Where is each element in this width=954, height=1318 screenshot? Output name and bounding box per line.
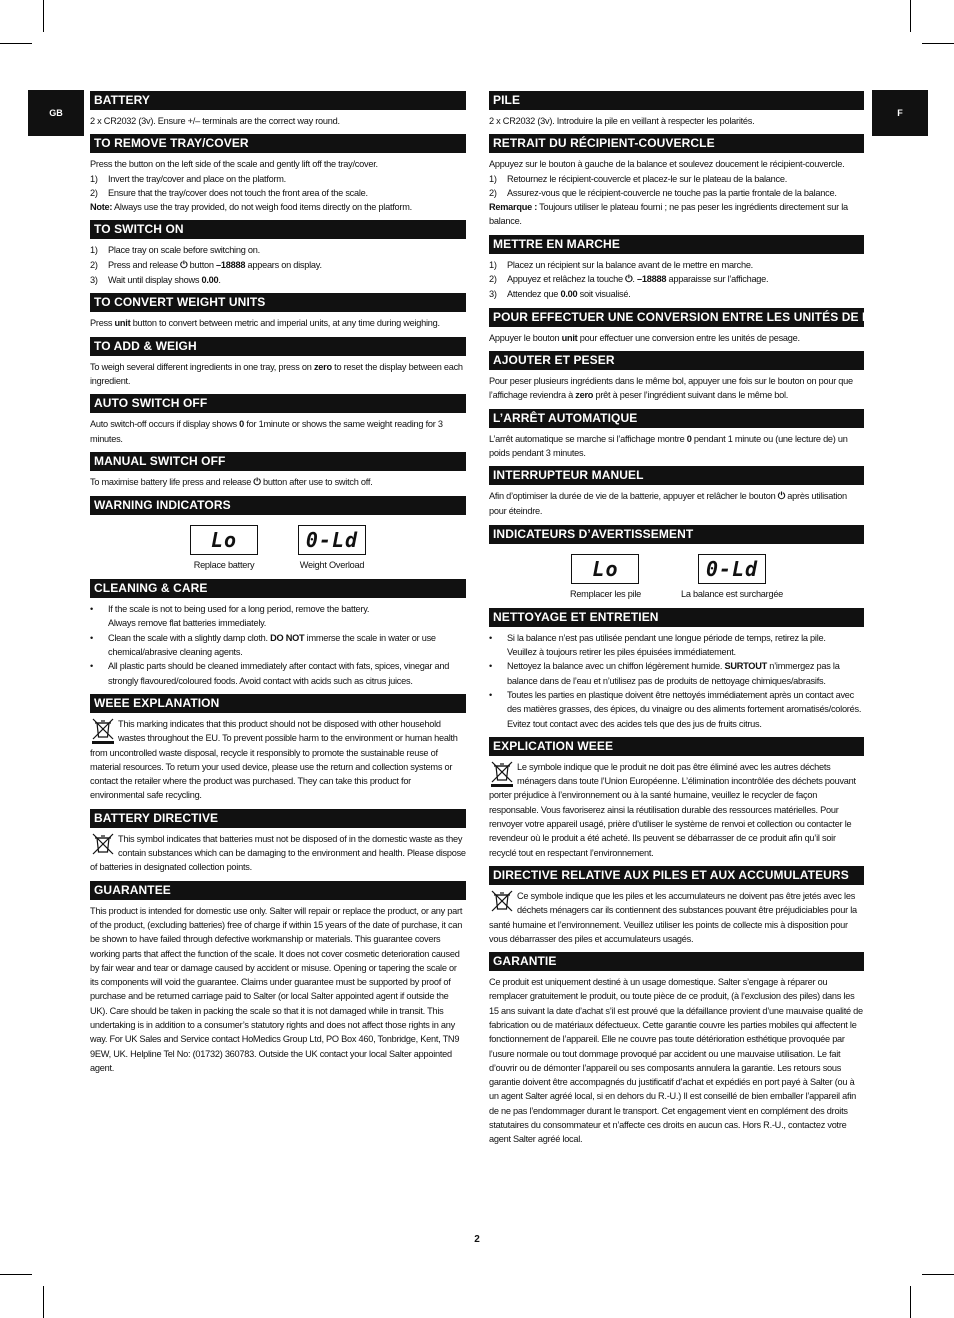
text-run: Attendez que xyxy=(507,289,561,300)
section-text: Press the button on the left side of the scale and gently lift off the tray/cover. xyxy=(90,159,378,170)
display-value: –18888 xyxy=(637,274,667,285)
overload-indicator xyxy=(681,554,783,600)
list-item xyxy=(90,602,466,631)
text-run: appears on display. xyxy=(245,259,322,270)
section-heading: NETTOYAGE ET ENTRETIEN xyxy=(489,608,864,627)
list-item xyxy=(489,659,864,688)
section-text: Ce symbole indique que les piles et les accumulateurs ne doivent pas être jetés avec les déchets ménagers car ils contiennent des substances pouvant être préjudiciables pour la santé humaine et l’environnement. Veuillez utiliser les points de collecte mis à disposition pour vous débarrasser des piles et accumulateurs usagés. xyxy=(489,890,857,944)
section-heading: TO CONVERT WEIGHT UNITS xyxy=(90,293,466,312)
bullet: • xyxy=(489,661,492,672)
power-icon: ⏻ xyxy=(253,476,261,488)
section-heading: PILE xyxy=(489,91,864,110)
language-tab-gb xyxy=(28,90,84,136)
text-run: button to convert between metric and imperial units, at any time during weighing. xyxy=(130,318,440,329)
text-run: for 1minute or shows the same weight reading for 3 minutes. xyxy=(90,419,443,444)
remove-tray-section xyxy=(90,134,466,214)
lcd-display: 0-Ld xyxy=(698,554,766,584)
display-value: 0.00 xyxy=(560,289,578,300)
list-item xyxy=(90,631,466,660)
crossed-bin-icon xyxy=(90,717,116,745)
crop-mark xyxy=(43,0,44,32)
bullet: • xyxy=(90,632,93,643)
section-heading: WARNING INDICATORS xyxy=(90,496,466,515)
text-run: Clean the scale with a slightly damp cloth. xyxy=(108,632,271,643)
list-text: Placez un récipient sur la balance avant de le mettre en marche. xyxy=(507,259,753,270)
section-text: This symbol indicates that batteries must not be disposed of in the domestic waste as they contain substances which can be damaging to the environment and health. Please dispose of batteries in designated collection points. xyxy=(90,833,466,873)
section-text: Ce produit est uniquement destiné à un usage domestique. Salter s’engage à réparer ou remplacer gratuitement le produit, ou toute pièce de ce produit, (à l’exclusion des piles) dans les 15 ans suivant la date d’achat s’il est prouvé que la défaillance provient d’une mauvaise qualité de fabrication ou de matériaux défectueux. Cette garantie couvre les parties mobiles qui affectent le fonctionnement de l’appareil. Elle ne couvre pas toute détérioration esthétique provoquée par l’usure normale ou tout dommage provoqué par accident ou une mauvaise utilisation. Le fait d’ouvrir ou de démonter l’appareil ou ses composants annulera la garantie. Les retours sous garantie doivent être accompagnés du justificatif d’achat et expédiés en port payé à Salter (ou à un agent Salter agréé local, si en dehors du R.-U.) Il est conseillé de bien emballer l’appareil afin de ne pas l’endommager durant le transport. Cet engagement vient en complément des droits statutaires du consommateur et n’affecte ces droits en aucun cas. Hors R.-U., contactez votre agent Salter agréé local. xyxy=(489,977,863,1145)
list-number: 1) xyxy=(489,173,497,184)
list-number: 1) xyxy=(489,259,497,270)
switch-on-section xyxy=(489,235,864,302)
section-heading: WEEE EXPLANATION xyxy=(90,694,466,713)
weee-section xyxy=(489,737,864,860)
text-run: To maximise battery life press and release xyxy=(90,476,254,487)
bullet: • xyxy=(90,661,93,672)
bold-term: 0 xyxy=(239,419,245,430)
list-text: Toutes les parties en plastique doivent être nettoyés immédiatement après un contact avec des matières grasses, des épices, du vinaigre ou des aliments fortement aromatisés/colorés. Evitez tout contact avec des acides tels que des jus de fruits citrus. xyxy=(507,689,862,729)
crop-mark xyxy=(0,1274,32,1275)
list-item xyxy=(90,243,466,257)
section-text: Appuyez sur le bouton à gauche de la balance et soulevez doucement le récipient-couvercle. xyxy=(489,159,845,170)
note-body: Always use the tray provided, do not weigh food items directly on the platform. xyxy=(112,202,412,213)
display-value: –18888 xyxy=(216,259,246,270)
text-run: Pour peser plusieurs ingrédients dans le même bol, appuyer une fois sur le bouton on pour que l’affichage reviendra à xyxy=(489,375,853,401)
indicator-caption: La balance est surchargée xyxy=(681,588,784,599)
remove-tray-section xyxy=(489,134,864,228)
text-run: après utilisation pour éteindre. xyxy=(489,491,847,517)
text-run: Nettoyez la balance avec un chiffon légèrement humide. xyxy=(507,661,725,672)
bold-term: SURTOUT xyxy=(724,661,767,672)
list-item xyxy=(489,186,864,200)
section-text xyxy=(489,331,864,345)
bold-term: zero xyxy=(575,390,594,401)
list-text: Ensure that the tray/cover does not touch the front area of the scale. xyxy=(108,187,368,198)
section-text: 2 x CR2032 (3v). Introduire la pile en veillant à respecter les polarités. xyxy=(489,116,755,126)
text-run: . xyxy=(218,275,221,286)
text-run: button after use to switch off. xyxy=(260,476,373,487)
list-item xyxy=(489,272,864,287)
bold-term: DO NOT xyxy=(270,632,305,643)
bullet: • xyxy=(489,689,492,700)
bold-term: unit xyxy=(114,318,131,329)
text-run: prêt à peser l’ingrédient suivant dans le même bol. xyxy=(593,390,789,401)
list-number: 1) xyxy=(90,173,98,184)
convert-units-section xyxy=(489,308,913,345)
section-heading: TO ADD & WEIGH xyxy=(90,337,466,356)
crop-mark xyxy=(910,0,911,32)
text-run: pour effectuer une conversion entre les unités de pesage. xyxy=(577,332,800,343)
text-run: Appuyez et relâchez la touche xyxy=(507,274,626,285)
list-item xyxy=(489,287,864,301)
section-heading: TO REMOVE TRAY/COVER xyxy=(90,134,466,153)
list-text: Assurez-vous que le récipient-couvercle ne touche pas la partie frontale de la balance. xyxy=(507,187,837,198)
note-label: Remarque : xyxy=(489,202,538,213)
warning-indicators-section xyxy=(489,525,864,602)
add-weigh-section xyxy=(90,337,466,389)
list-item xyxy=(90,186,466,200)
section-heading: MANUAL SWITCH OFF xyxy=(90,452,466,471)
language-tab-label: F xyxy=(897,108,903,118)
language-tab-label: GB xyxy=(49,108,63,118)
list-text xyxy=(507,631,864,660)
section-text: This marking indicates that this product should not be disposed with other household wastes throughout the EU. To prevent possible harm to the environment or human health from uncontrolled waste disposal, recycle it responsibly to promote the sustainable reuse of material resources. To return your used device, please use the return and collection systems or contact the retailer where the product was purchased. They can take this product for environmental safe recycling. xyxy=(90,718,458,801)
crop-mark xyxy=(43,1286,44,1318)
text-run: Auto switch-off occurs if display shows xyxy=(90,419,240,430)
section-heading: INDICATEURS D’AVERTISSEMENT xyxy=(489,525,864,544)
section-text xyxy=(90,417,466,446)
lcd-display: 0-Ld xyxy=(298,525,366,555)
indicator-caption: Replace battery xyxy=(193,560,255,571)
warning-indicators-section xyxy=(90,496,466,573)
list-text xyxy=(108,273,466,287)
lcd-display: Lo xyxy=(190,525,258,555)
guarantee-section xyxy=(90,881,466,1076)
list-text: Retournez le récipient-couvercle et placez-le sur le plateau de la balance. xyxy=(507,173,788,184)
battery-directive-section xyxy=(90,809,466,875)
guarantee-section xyxy=(489,952,864,1147)
text-run: to reset the display between each ingredient. xyxy=(90,361,463,386)
crop-mark xyxy=(910,1286,911,1318)
bold-term: unit xyxy=(561,332,578,343)
low-battery-indicator xyxy=(570,554,641,600)
section-heading: POUR EFFECTUER UNE CONVERSION ENTRE LES UNITÉS DE PESAGE xyxy=(489,308,864,327)
lcd-display: Lo xyxy=(571,554,639,584)
low-battery-indicator xyxy=(190,525,258,571)
section-heading: BATTERY DIRECTIVE xyxy=(90,809,466,828)
section-text xyxy=(489,432,864,461)
section-heading: METTRE EN MARCHE xyxy=(489,235,864,254)
list-text xyxy=(507,659,864,688)
list-item xyxy=(90,273,466,287)
text-run: Press xyxy=(90,318,115,329)
section-heading: BATTERY xyxy=(90,91,466,110)
section-heading: GARANTIE xyxy=(489,952,864,971)
section-text: Le symbole indique que le produit ne doit pas être éliminé avec les autres déchets ménagers dans toute l’Union Européenne. L’élimination incontrôlée des déchets pouvant porter préjudice à l’environnement ou à la santé humaine, veuillez le recycler de façon responsable. Vous favoriserez ainsi la réutilisation durable des ressources matérielles. Pour renvoyer votre appareil usagé, prière d’utiliser le système de renvoi et collection ou contacter le revendeur où le produit a été acheté. Ils peuvent se débarrasser de ce produit afin qu’il soir recyclé tout en respectant l’environnement. xyxy=(489,761,856,858)
list-text xyxy=(108,258,466,273)
note-text xyxy=(90,200,466,214)
list-item xyxy=(489,631,864,660)
manual-switch-off-section xyxy=(489,466,864,519)
list-item xyxy=(489,172,864,186)
switch-on-section xyxy=(90,220,466,287)
indicator-caption: Remplacer les pile xyxy=(569,588,642,599)
list-number: 2) xyxy=(90,187,98,198)
crop-mark xyxy=(922,43,954,44)
text-run: Veuillez à toujours retirer les piles épuisées immédiatement. xyxy=(507,647,736,658)
text-run: Appuyer le bouton xyxy=(489,332,562,343)
list-number: 1) xyxy=(90,245,98,256)
text-run: apparaisse sur l’affichage. xyxy=(666,274,769,285)
display-value: 0.00 xyxy=(201,275,219,286)
section-heading: RETRAIT DU RÉCIPIENT-COUVERCLE xyxy=(489,134,864,153)
text-run: . xyxy=(632,274,638,285)
list-number: 2) xyxy=(489,274,497,285)
text-run: Press and release xyxy=(108,259,181,270)
overload-indicator xyxy=(298,525,366,571)
bold-term: 0 xyxy=(686,433,692,444)
list-text: All plastic parts should be cleaned immediately after contact with fats, spices, vinegar and strongly flavoured/coloured foods. Avoid contact with acids such as citrus juices. xyxy=(108,661,450,686)
section-text xyxy=(489,489,864,519)
bullet: • xyxy=(489,632,492,643)
section-text: This product is intended for domestic use only. Salter will repair or replace the product, or any part of the product, (excluding batteries) free of charge if within 15 years of the date of purchase, it can be shown to have failed through defective workmanship or materials. This guarantee covers working parts that affect the function of the scale. It does not cover cosmetic deterioration caused by fair wear and tear or damage caused by accident or misuse. Opening or tapering the scale or its components will void the guarantee. Claims under guarantee must be supported by proof of purchase and be returned carriage paid to Salter (or local Salter appointed agent if outside the UK). Care should be taken in packing the scale so that it is not damaged while in transit. This undertaking is in addition to a consumer’s statutory rights and does not affect those rights in any way. For UK Sales and Service contact HoMedics Group Ltd, PO Box 460, Tonbridge, Kent, TN9 9EW, UK. Helpline Tel No: (01732) 360783. Outside the UK contact your local Salter appointed agent. xyxy=(90,905,463,1073)
section-heading: AJOUTER ET PESER xyxy=(489,351,864,370)
section-heading: L’ARRÊT AUTOMATIQUE xyxy=(489,409,864,428)
auto-switch-off-section xyxy=(90,394,466,446)
battery-directive-section xyxy=(489,866,864,946)
text-run: Always remove flat batteries immediately. xyxy=(108,618,267,629)
bullet: • xyxy=(90,604,93,615)
convert-units-section xyxy=(90,293,466,330)
power-icon: ⏻ xyxy=(180,259,188,271)
section-heading: GUARANTEE xyxy=(90,881,466,900)
manual-switch-off-section xyxy=(90,452,466,490)
text-run: Si la balance n’est pas utilisée pendant une longue période de temps, retirez la pile. xyxy=(507,632,826,643)
text-run: pendant 1 minute ou (une lecture de) un poids pendant 3 minutes. xyxy=(489,433,848,458)
weee-section xyxy=(90,694,466,803)
crossed-bin-icon xyxy=(489,760,515,788)
text-run: L’arrêt automatique se marche si l’affichage montre xyxy=(489,433,687,444)
list-number: 2) xyxy=(489,187,497,198)
text-run: immerse the scale in water or use chemical/abrasive cleaning agents. xyxy=(108,632,436,658)
section-heading: INTERRUPTEUR MANUEL xyxy=(489,466,864,485)
list-item xyxy=(90,258,466,273)
auto-switch-off-section xyxy=(489,409,864,461)
list-item xyxy=(90,172,466,186)
note-text xyxy=(489,200,864,229)
crop-mark xyxy=(0,43,32,44)
list-text: Place tray on scale before switching on. xyxy=(108,245,260,256)
cleaning-section xyxy=(489,608,864,731)
text-run: Wait until display shows xyxy=(108,275,202,286)
list-number: 2) xyxy=(90,259,98,270)
indicator-caption: Weight Overload xyxy=(299,560,365,571)
list-item xyxy=(489,688,864,731)
section-heading: AUTO SWITCH OFF xyxy=(90,394,466,413)
section-heading: CLEANING & CARE xyxy=(90,579,466,598)
list-text xyxy=(108,602,466,631)
crossed-bin-icon xyxy=(90,832,116,860)
bold-term: zero xyxy=(313,361,332,372)
cleaning-section xyxy=(90,579,466,688)
text-run: n’immergez pas la balance dans de l’eau et n’utilisez pas de produits de nettoyage chimiques/abrasifs. xyxy=(507,661,840,686)
list-text xyxy=(108,631,466,660)
section-text: 2 x CR2032 (3v). Ensure +/– terminals are the correct way round. xyxy=(90,116,340,126)
list-text: Invert the tray/cover and place on the platform. xyxy=(108,173,286,184)
note-body: Toujours utiliser le plateau fourni ; ne pas peser les ingrédients directement sur la balance. xyxy=(489,202,848,227)
text-run: soit visualisé. xyxy=(577,289,631,300)
page-number: 2 xyxy=(474,1234,480,1245)
list-text xyxy=(507,287,864,301)
text-run: Afin d’optimiser la durée de vie de la batterie, appuyer et relâcher le bouton xyxy=(489,491,778,502)
list-item xyxy=(90,659,466,688)
section-text xyxy=(90,475,466,490)
power-icon: ⏻ xyxy=(777,491,785,503)
section-text xyxy=(90,360,466,389)
section-heading: TO SWITCH ON xyxy=(90,220,466,239)
power-icon: ⏻ xyxy=(625,274,633,286)
battery-section xyxy=(90,91,466,128)
language-tab-fr xyxy=(872,90,928,136)
list-number: 3) xyxy=(489,289,497,300)
list-text xyxy=(507,272,864,287)
battery-section xyxy=(489,91,864,128)
text-run: To weigh several different ingredients in one tray, press on xyxy=(90,361,314,372)
crossed-bin-icon xyxy=(489,889,515,917)
warning-indicator-row xyxy=(90,519,466,573)
note-label: Note: xyxy=(90,202,113,213)
section-heading: EXPLICATION WEEE xyxy=(489,737,864,756)
list-item xyxy=(489,258,864,272)
list-number: 3) xyxy=(90,275,98,286)
section-text xyxy=(90,316,466,330)
add-weigh-section xyxy=(489,351,864,403)
text-run: button xyxy=(187,259,217,270)
text-run: If the scale is not to being used for a long period, remove the battery. xyxy=(108,604,370,615)
section-heading: DIRECTIVE RELATIVE AUX PILES ET AUX ACCUMULATEURS xyxy=(489,866,864,885)
warning-indicator-row xyxy=(489,548,864,602)
french-column xyxy=(489,91,913,1153)
section-text xyxy=(489,374,864,403)
english-column xyxy=(90,91,466,1081)
crop-mark xyxy=(922,1274,954,1275)
